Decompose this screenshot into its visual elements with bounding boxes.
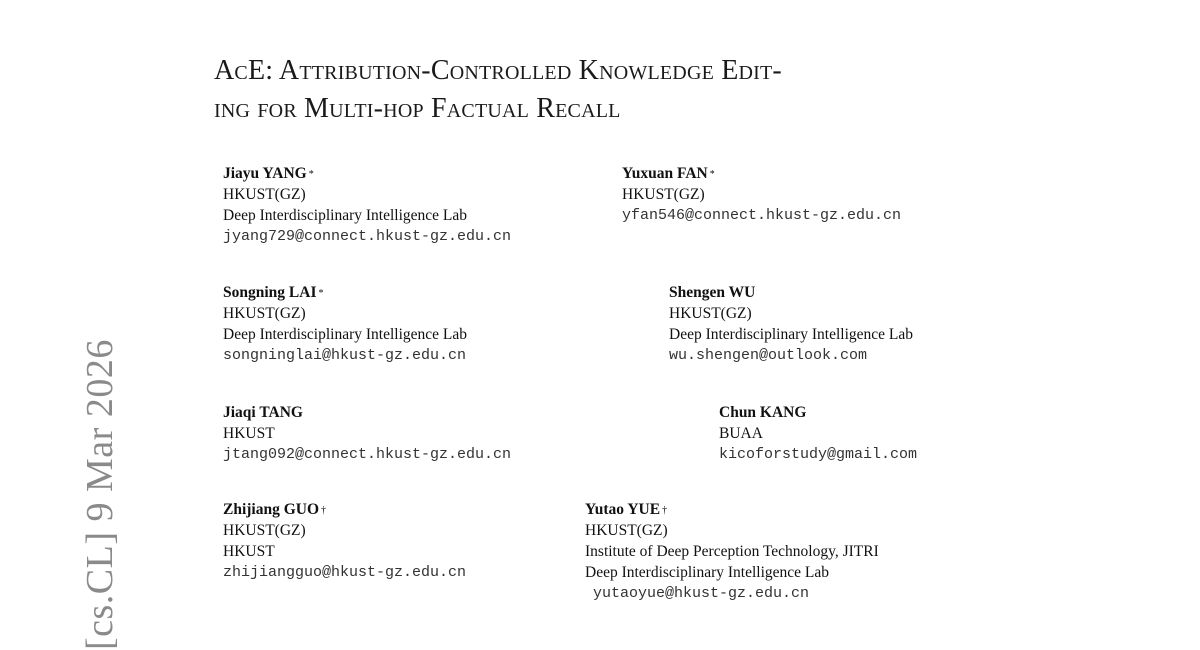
arxiv-sidebar-stamp: [cs.CL] 9 Mar 2026: [79, 339, 121, 650]
author-affiliation: Deep Interdisciplinary Intelligence Lab: [223, 326, 468, 343]
author-mark: †: [662, 505, 668, 516]
author-affiliation: HKUST(GZ): [223, 305, 306, 322]
author-affiliation: HKUST(GZ): [223, 186, 306, 203]
author-email[interactable]: kicoforstudy@gmail.com: [719, 446, 918, 463]
author-affiliation: HKUST(GZ): [622, 186, 705, 203]
author-email[interactable]: zhijiangguo@hkust-gz.edu.cn: [223, 564, 467, 581]
author-block: [223, 402, 511, 465]
author-affiliation: Deep Interdisciplinary Intelligence Lab: [223, 207, 468, 224]
paper-title-line-1: AcE: Attribution-Controlled Knowledge Edit-: [214, 55, 782, 86]
author-affiliation: BUAA: [719, 425, 763, 442]
author-affiliation: Deep Interdisciplinary Intelligence Lab: [585, 564, 830, 581]
author-name: Yuxuan FAN *: [622, 165, 715, 182]
author-name: Jiayu YANG *: [223, 165, 314, 182]
author-mark: *: [709, 169, 715, 180]
author-affiliation: HKUST: [223, 543, 275, 560]
author-name: Chun KANG: [719, 404, 807, 421]
author-email[interactable]: jyang729@connect.hkust-gz.edu.cn: [223, 228, 512, 245]
author-name: Songning LAI *: [223, 284, 324, 301]
author-affiliation: Institute of Deep Perception Technology, JITRI: [585, 543, 879, 560]
paper-title-line-2: ing for Multi-hop Factual Recall: [214, 93, 621, 124]
author-affiliation: HKUST(GZ): [669, 305, 752, 322]
author-mark: *: [308, 169, 314, 180]
author-email[interactable]: wu.shengen@outlook.com: [669, 347, 868, 364]
author-block: [585, 499, 879, 604]
author-email[interactable]: yutaoyue@hkust-gz.edu.cn: [593, 585, 810, 602]
author-mark: *: [318, 288, 324, 299]
author-email[interactable]: jtang092@connect.hkust-gz.edu.cn: [223, 446, 512, 463]
author-block: [669, 282, 913, 366]
author-name: Yutao YUE †: [585, 501, 668, 518]
paper-title: [214, 52, 1114, 128]
author-email[interactable]: yfan546@connect.hkust-gz.edu.cn: [622, 207, 902, 224]
author-email[interactable]: songninglai@hkust-gz.edu.cn: [223, 347, 467, 364]
author-mark: †: [321, 505, 327, 516]
author-name: Zhijiang GUO †: [223, 501, 327, 518]
author-block: [223, 163, 511, 247]
author-block: [719, 402, 917, 465]
author-affiliation: HKUST(GZ): [585, 522, 668, 539]
author-name: Jiaqi TANG: [223, 404, 303, 421]
author-block: [223, 282, 467, 366]
author-name: Shengen WU: [669, 284, 756, 301]
author-block: [622, 163, 901, 226]
author-affiliation: HKUST(GZ): [223, 522, 306, 539]
author-affiliation: HKUST: [223, 425, 275, 442]
author-block: [223, 499, 466, 583]
author-affiliation: Deep Interdisciplinary Intelligence Lab: [669, 326, 914, 343]
